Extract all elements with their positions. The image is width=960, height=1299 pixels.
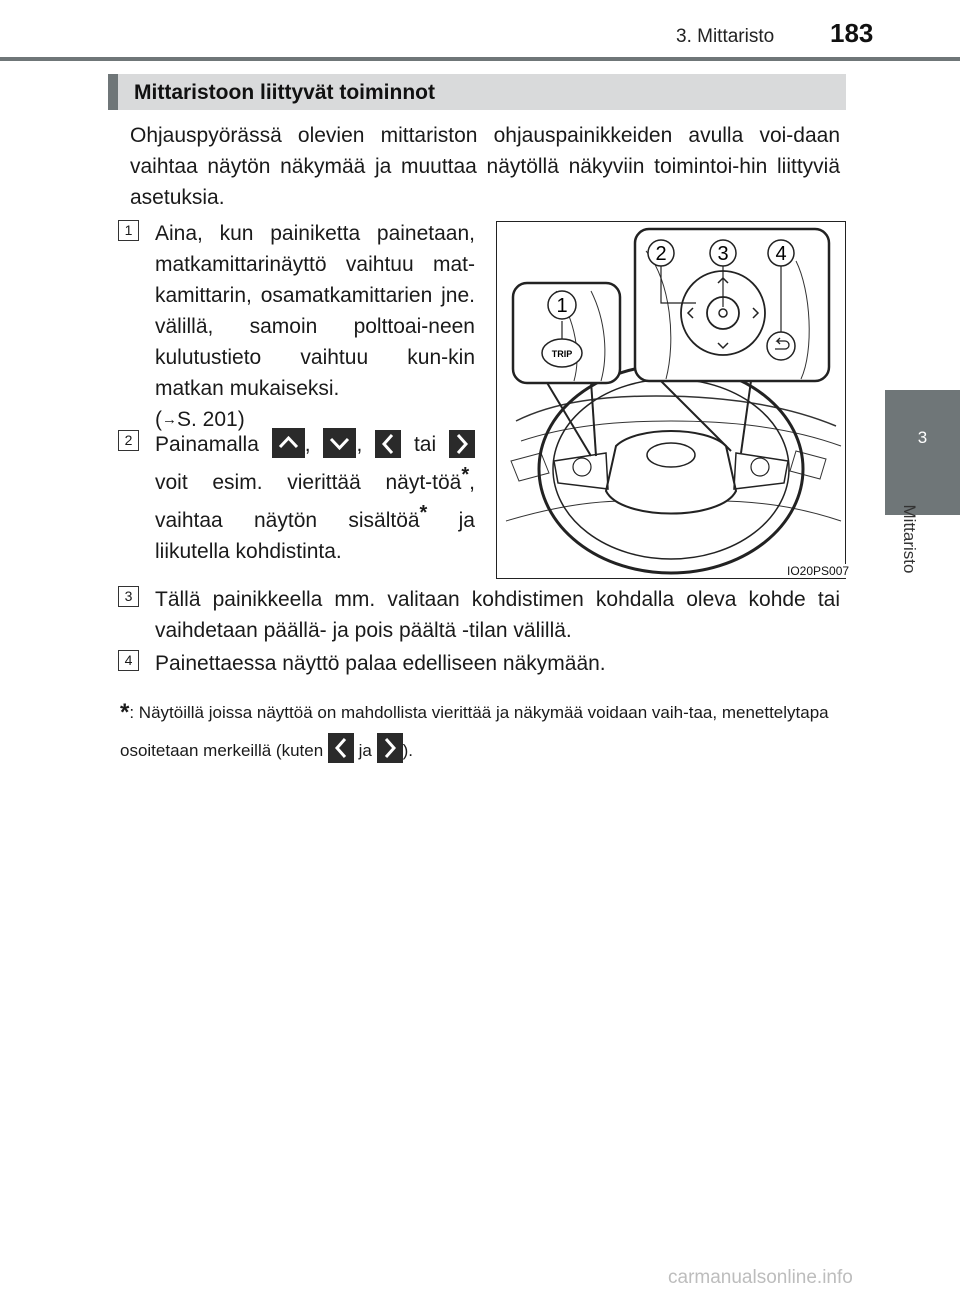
steering-wheel-figure [496,221,846,579]
callout-1: 1 [556,295,568,317]
chevron-left-icon [375,430,401,458]
item-2-text-c: ja liikutella kohdistinta. [155,509,475,563]
item-number-box: 2 [118,430,139,451]
callout-2: 2 [655,243,667,265]
section-title: Mittaristoon liittyvät toiminnot [134,81,435,104]
chevron-right-icon [377,733,403,763]
footnote-ja: ja [358,741,372,760]
callout-3: 3 [717,243,729,265]
item-2-lead: Painamalla [155,433,259,456]
footnote-star: * [419,502,428,524]
header-rule [0,57,960,61]
chevron-right-icon [449,430,475,458]
item-2-or: tai [413,433,437,456]
steering-wheel-icon [496,221,846,579]
watermark: carmanualsonline.info [668,1267,853,1288]
item-1-text: Aina, kun painiketta painetaan, matkamittarinäyttö vaihtuu mat-kamittarin, osamatkamittarien jne. välillä, samoin polttoai-neen kulutustieto vaihtuu kun-kin matkan mukaiseksi. (→S. 201) [155,222,475,431]
callout-4: 4 [775,243,787,265]
chevron-up-icon [272,428,305,458]
footnote-star: * [461,464,470,486]
item-number-box: 4 [118,650,139,671]
trip-button-label: TRIP [551,349,573,359]
chapter-side-label-text: Mittaristo [900,504,919,574]
separator: , [304,433,311,456]
item-3-text: Tällä painikkeella mm. valitaan kohdistimen kohdalla oleva kohde tai vaihdetaan päällä- ja pois päältä -tilan välillä. [155,588,840,642]
chevron-down-icon [323,428,356,458]
footnote-text-b: ). [402,741,413,760]
item-number-box: 3 [118,586,139,607]
item-1-body: Aina, kun painiketta painetaan, matkamittarinäyttö vaihtuu mat-kamittarin, osamatkamittarien jne. välillä, samoin polttoai-neen kulutustieto vaihtuu kun-kin matkan mukaiseksi. [155,222,475,400]
footnote [120,694,840,770]
chevron-left-icon [328,733,354,763]
chapter-tab-number: 3 [917,428,928,447]
page-number: 183 [830,18,874,48]
item-4-text: Painettaessa näyttö palaa edelliseen näkymään. [155,652,606,675]
chapter-side-label [889,494,929,584]
item-2-text-a: voit esim. vierittää näyt-töä [155,471,462,494]
item-number-box: 1 [118,220,139,241]
footnote-star: * [120,699,130,726]
item-2-text-b: , vaihtaa näytön sisältöä [155,471,475,532]
intro-paragraph: Ohjauspyörässä olevien mittariston ohjauspainikkeiden avulla voi-daan vaihtaa näytön näkymää ja muuttaa näytöllä näkyviin toimintoi-hin liittyviä asetuksia. [130,124,840,209]
item-2-text [155,428,475,567]
reference-arrow-icon: → [162,411,177,428]
footnote-text-a: : Näytöillä joissa näyttöä on mahdollista vierittää ja näkymää voidaan vaih-taa, menettelytapa osoitetaan merkeillä (kuten [120,703,829,760]
figure-code: IO20PS007 [787,564,850,578]
page-reference-link[interactable]: S. 201 [177,408,238,431]
separator: , [356,433,363,456]
header-chapter: 3. Mittaristo [676,26,775,47]
section-title-bar [108,74,846,110]
